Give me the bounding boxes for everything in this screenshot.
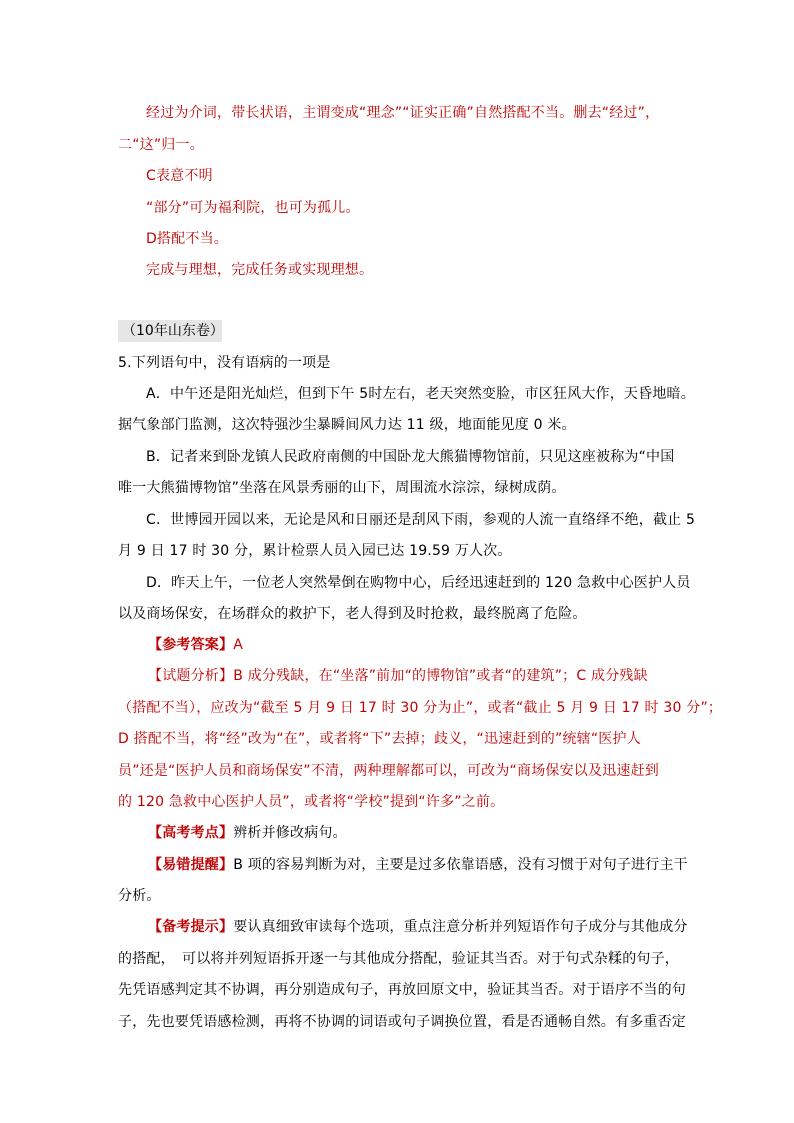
exam-point-line [148, 823, 347, 843]
warning-line-1 [148, 855, 688, 875]
tip-line-2: 的搭配， 可以将并列短语拆开逐一与其他成分搭配，验证其当否。对于句式杂糅的句子， [118, 951, 679, 967]
analysis-line-2: （搭配不当），应改为“截至 5 月 9 日 17 时 30 分为止”，或者“截止 5 月 9 日 17 时 30 分”； [118, 700, 723, 716]
analysis-label: 【试题分析】 [148, 668, 234, 684]
analysis-line-3: D 搭配不当，将“经”改为“在”，或者将“下”去掉；歧义，“迅速赶到的”统辖“医护人 [118, 731, 641, 747]
analysis-text-1: B 成分残缺，在“坐落”前加“的博物馆”或者“的建筑”；C 成分残缺 [233, 668, 648, 684]
exam-point-label: 【高考考点】 [148, 825, 234, 841]
option-a-line-2: 据气象部门监测，这次特强沙尘暴瞬间风力达 11 级，地面能见度 0 米。 [118, 417, 576, 433]
warning-line-2: 分析。 [118, 888, 161, 904]
tip-text-1: 要认真细致审读每个选项，重点注意分析并列短语作句子成分与其他成分 [233, 919, 688, 935]
prev-explanation-line-1: 经过为介词，带长状语，主谓变成“理念”“证实正确”自然搭配不当。删去“经过”， [146, 105, 660, 121]
option-d-line-1: D．昨天上午，一位老人突然晕倒在购物中心，后经迅速赶到的 120 急救中心医护人员 [146, 575, 691, 591]
source-tag: （10年山东卷） [118, 320, 222, 342]
analysis-line-4: 员”还是“医护人员和商场保安”不清，两种理解都可以，可改为“商场保安以及迅速赶到 [118, 763, 660, 779]
option-b-line-1: B．记者来到卧龙镇人民政府南侧的中国卧龙大熊猫博物馆前，只见这座被称为“中国 [146, 449, 675, 465]
answer-label: 【参考答案】 [148, 637, 234, 653]
option-d-line-2: 以及商场保安，在场群众的救护下，老人得到及时抢救，最终脱离了危险。 [118, 606, 587, 622]
option-c-line-2: 月 9 日 17 时 30 分，累计检票人员入园已达 19.59 万人次。 [118, 543, 512, 559]
tip-label: 【备考提示】 [148, 919, 234, 935]
prev-explanation-line-2: 二“这”归一。 [118, 137, 204, 153]
tip-line-4: 子，先也要凭语感检测，再将不协调的词语或句子调换位置，看是否通畅自然。有多重否定 [118, 1014, 686, 1030]
prev-option-d-label: D搭配不当。 [146, 231, 228, 247]
answer-line [148, 635, 243, 655]
answer-value: A [233, 637, 243, 653]
question-stem: 5.下列语句中，没有语病的一项是 [118, 355, 331, 371]
option-c-line-1: C．世博园开园以来，无论是风和日丽还是刮风下雨，参观的人流一直络绎不绝，截止 5 [146, 512, 696, 528]
prev-option-c-text: “部分”可为福利院，也可为孤儿。 [146, 200, 360, 216]
analysis-line-5: 的 120 急救中心医护人员”，或者将“学校”提到“许多”之前。 [118, 794, 505, 810]
tip-line-1 [148, 917, 688, 937]
exam-point-text: 辨析并修改病句。 [233, 825, 347, 841]
tip-line-3: 先凭语感判定其不协调，再分别造成句子，再放回原文中，验证其当否。对于语序不当的句 [118, 982, 686, 998]
prev-option-d-text: 完成与理想，完成任务或实现理想。 [146, 262, 374, 278]
analysis-line-1 [148, 666, 648, 686]
warning-label: 【易错提醒】 [148, 857, 234, 873]
warning-text-1: B 项的容易判断为对，主要是过多依靠语感，没有习惯于对句子进行主干 [233, 857, 688, 873]
option-a-line-1: A．中午还是阳光灿烂，但到下午 5时左右，老天突然变脸，市区狂风大作，天昏地暗。 [146, 386, 695, 402]
prev-option-c-label: C表意不明 [146, 168, 213, 184]
option-b-line-2: 唯一大熊猫博物馆”坐落在风景秀丽的山下，周围流水淙淙，绿树成荫。 [118, 480, 566, 496]
